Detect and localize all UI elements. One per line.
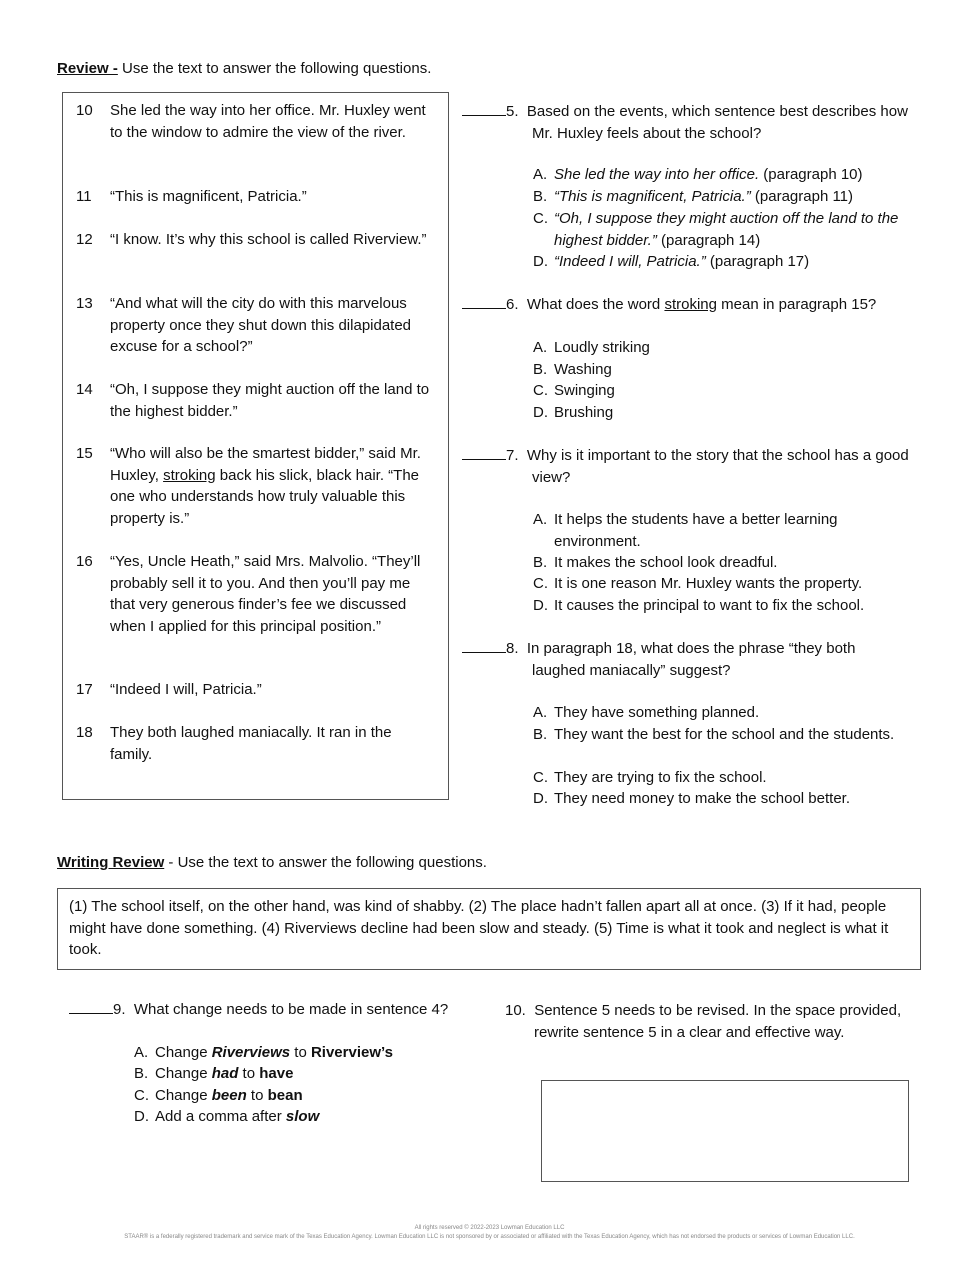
writing-passage-box: [57, 888, 921, 970]
text-segment: Riverviews: [211, 1044, 291, 1061]
text-segment: Brushing: [554, 404, 614, 421]
text-segment: (paragraph 17): [705, 253, 810, 270]
option-letter: C.: [533, 769, 548, 786]
text-segment: “Who will also be the smartest bidder,” said Mr. Huxley,: [110, 445, 421, 484]
answer-box-10[interactable]: [541, 1080, 909, 1182]
text-segment: (paragraph 11): [750, 188, 854, 205]
text-segment: Change: [155, 1087, 212, 1104]
text-segment: She led the way into her office. Mr. Huxley went to the window to admire the view of the river.: [110, 102, 426, 141]
answer-blank[interactable]: [462, 445, 506, 460]
option-letter: D.: [134, 1108, 149, 1125]
text-segment: slow: [285, 1108, 320, 1125]
text-segment: have: [259, 1065, 294, 1082]
passage-paragraph: [76, 293, 436, 358]
text-segment: It makes the school look dreadful.: [554, 554, 778, 571]
passage-paragraph: [76, 443, 436, 529]
text-segment: (paragraph 10): [759, 166, 863, 183]
passage-paragraph: [76, 100, 436, 143]
answer-option[interactable]: [134, 1042, 393, 1064]
passage-paragraph: [76, 229, 436, 251]
option-letter: B.: [533, 188, 548, 205]
answer-option[interactable]: [533, 186, 904, 208]
writing-review-header: [57, 852, 487, 874]
option-letter: B.: [533, 361, 548, 378]
text-segment: stroking: [163, 466, 216, 484]
answer-option[interactable]: [533, 509, 904, 552]
paragraph-text: [110, 679, 436, 701]
text-segment: Change: [155, 1065, 212, 1082]
answer-option[interactable]: [533, 208, 904, 251]
answer-option[interactable]: [533, 251, 904, 273]
text-segment: “And what will the city do with this marvelous property once they shut down this dilapidated excuse for a school?”: [110, 295, 412, 355]
paragraph-number: 14: [76, 381, 93, 398]
text-segment: stroking: [664, 296, 717, 313]
text-segment: been: [211, 1087, 247, 1104]
option-letter: B.: [134, 1065, 149, 1082]
answer-option[interactable]: [533, 380, 904, 402]
option-letter: D.: [533, 790, 548, 807]
answer-option[interactable]: [533, 767, 904, 789]
text-segment: back his slick, black hair. “The one who understands how truly valuable this property is.”: [110, 466, 420, 527]
option-letter: A.: [533, 339, 548, 356]
option-letter: A.: [533, 166, 548, 183]
paragraph-text: [110, 722, 436, 765]
text-segment: Change: [155, 1044, 212, 1061]
paragraph-text: [110, 229, 436, 251]
paragraph-number: 10: [76, 102, 93, 119]
text-segment: Swinging: [554, 382, 615, 399]
copyright: All rights reserved © 2022-2023 Lowman Education LLC: [414, 1225, 565, 1231]
text-segment: “I know. It’s why this school is called Riverview.”: [110, 231, 427, 248]
text-segment: “Oh, I suppose they might auction off the land to the highest bidder.”: [110, 381, 430, 420]
passage-paragraph: [76, 722, 436, 765]
question-number: 6.: [506, 296, 519, 313]
answer-blank[interactable]: [462, 294, 506, 309]
answer-option[interactable]: [134, 1085, 303, 1107]
text-segment: Add a comma after: [155, 1108, 286, 1125]
text-segment: mean in paragraph 15?: [716, 296, 877, 313]
answer-option[interactable]: [533, 359, 904, 381]
text-segment: She led the way into her office.: [554, 166, 760, 183]
trademark-notice: STAAR® is a federally registered trademark and service mark of the Texas Education Agency. Lowman Education LLC is not sponsored by or associated or affiliated with the Texas Education Agency, which has not endorsed the products or services of Lowman Education LLC.: [124, 1234, 855, 1240]
answer-option[interactable]: [533, 724, 904, 746]
review-header: [57, 58, 431, 80]
question-text: What change needs to be made in sentence 4?: [133, 1001, 449, 1018]
option-letter: A.: [533, 704, 548, 721]
review-title: Review -: [57, 60, 118, 77]
question-text: [527, 447, 909, 486]
question-9: [69, 999, 519, 1021]
paragraph-text: [110, 186, 436, 208]
question-number: 8.: [506, 640, 519, 657]
paragraph-text: [110, 293, 436, 358]
answer-option[interactable]: [533, 702, 904, 724]
text-segment: Based on the events, which sentence best describes how Mr. Huxley feels about the school?: [526, 103, 908, 142]
text-segment: They are trying to fix the school.: [554, 769, 767, 786]
paragraph-text: [110, 443, 436, 529]
text-segment: Riverview’s: [310, 1044, 393, 1061]
writing-passage-text: (1) The school itself, on the other hand, was kind of shabby. (2) The place hadn’t fallen apart all at once. (3) If it had, people might have done something. (4) Riverviews decline had been slow and steady. (5) Time is what it took and neglect is what it took.: [69, 898, 889, 958]
review-subtitle: Use the text to answer the following questions.: [117, 60, 432, 77]
writing-review-title: Writing Review: [57, 854, 165, 871]
passage-paragraph: [76, 186, 436, 208]
answer-option[interactable]: [533, 402, 904, 424]
text-segment: They have something planned.: [554, 704, 760, 721]
text-segment: “This is magnificent, Patricia.”: [110, 188, 307, 205]
answer-option[interactable]: [533, 164, 904, 186]
text-segment: They both laughed maniacally. It ran in the family.: [110, 724, 392, 763]
answer-blank[interactable]: [462, 101, 506, 116]
text-segment: to: [290, 1044, 311, 1061]
answer-option[interactable]: [533, 337, 904, 359]
text-segment: “This is magnificent, Patricia.”: [554, 188, 751, 205]
option-letter: A.: [533, 511, 548, 528]
text-segment: “Indeed I will, Patricia.”: [110, 681, 262, 698]
option-letter: D.: [533, 404, 548, 421]
paragraph-number: 17: [76, 681, 93, 698]
answer-option[interactable]: [134, 1106, 319, 1128]
question-number: 5.: [506, 103, 519, 120]
question-8: [462, 638, 912, 681]
question-7: [462, 445, 912, 488]
text-segment: to: [246, 1087, 268, 1104]
passage-paragraph: [76, 679, 436, 701]
option-letter: B.: [533, 726, 548, 743]
paragraph-number: 16: [76, 553, 93, 570]
text-segment: Loudly striking: [554, 339, 650, 356]
option-letter: C.: [533, 382, 548, 399]
answer-option[interactable]: [533, 552, 904, 574]
paragraph-number: 11: [76, 188, 92, 205]
paragraph-text: [110, 100, 436, 143]
question-number: 10.: [505, 1002, 526, 1019]
option-letter: C.: [134, 1087, 149, 1104]
option-letter: D.: [533, 597, 548, 614]
text-segment: “Indeed I will, Patricia.”: [554, 253, 706, 270]
paragraph-number: 18: [76, 724, 93, 741]
answer-blank[interactable]: [462, 638, 506, 653]
text-segment: (paragraph 14): [656, 231, 761, 249]
paragraph-text: [110, 379, 436, 422]
question-text: [527, 103, 908, 142]
paragraph-number: 12: [76, 231, 93, 248]
text-segment: had: [211, 1065, 239, 1082]
question-number: 9.: [113, 1001, 126, 1018]
passage-paragraph: [76, 551, 436, 637]
question-5: [462, 101, 912, 144]
answer-option[interactable]: [533, 788, 904, 810]
question-10: [505, 1000, 915, 1043]
question-text: Sentence 5 needs to be revised. In the space provided, rewrite sentence 5 in a clear and effective way.: [534, 1002, 902, 1041]
text-segment: Washing: [554, 361, 612, 378]
question-6: [462, 294, 912, 316]
text-segment: They need money to make the school better.: [554, 790, 851, 807]
question-text: [527, 296, 876, 313]
option-letter: C.: [533, 210, 548, 227]
text-segment: to: [238, 1065, 260, 1082]
text-segment: “Yes, Uncle Heath,” said Mrs. Malvolio. “They’ll probably sell it to you. And then you’ll pay me that very generous finder’s fee we discussed when I applied for this principal position.”: [110, 553, 421, 635]
writing-review-subtitle: - Use the text to answer the following questions.: [164, 854, 487, 871]
text-segment: “Oh, I suppose they might auction off the land to the highest bidder.”: [554, 210, 899, 249]
text-segment: It helps the students have a better learning environment.: [554, 511, 838, 550]
text-segment: In paragraph 18, what does the phrase “they both laughed maniacally” suggest?: [526, 640, 856, 679]
text-segment: It is one reason Mr. Huxley wants the property.: [554, 575, 863, 592]
paragraph-number: 15: [76, 445, 93, 462]
paragraph-text: [110, 551, 436, 637]
paragraph-number: 13: [76, 295, 93, 312]
answer-option[interactable]: [533, 595, 904, 617]
text-segment: It causes the principal to want to fix the school.: [554, 597, 865, 614]
option-letter: B.: [533, 554, 548, 571]
question-text: [527, 640, 856, 679]
answer-option[interactable]: [134, 1063, 293, 1085]
text-segment: They want the best for the school and the students.: [554, 726, 895, 743]
option-letter: D.: [533, 253, 548, 270]
answer-option[interactable]: [533, 573, 904, 595]
question-number: 7.: [506, 447, 519, 464]
option-letter: A.: [134, 1044, 149, 1061]
passage-paragraph: [76, 379, 436, 422]
option-letter: C.: [533, 575, 548, 592]
text-segment: What does the word: [526, 296, 665, 313]
text-segment: bean: [267, 1087, 303, 1104]
answer-blank[interactable]: [69, 999, 113, 1014]
text-segment: Why is it important to the story that the school has a good view?: [526, 447, 909, 486]
